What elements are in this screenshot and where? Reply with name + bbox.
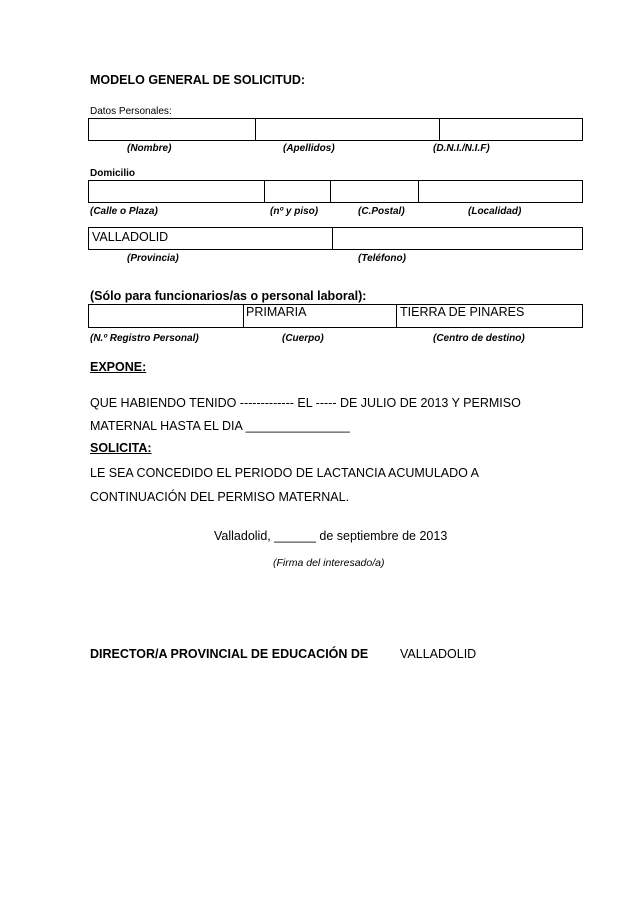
expone-heading: EXPONE: <box>90 360 147 374</box>
dni-label: (D.N.I./N.I.F) <box>433 143 490 154</box>
apellidos-label: (Apellidos) <box>283 143 335 154</box>
form-title: MODELO GENERAL DE SOLICITUD: <box>90 73 306 87</box>
solicita-line-1: LE SEA CONCEDIDO EL PERIODO DE LACTANCIA ACUMULADO A <box>90 466 479 480</box>
cuerpo-label: (Cuerpo) <box>282 333 324 344</box>
date-line: Valladolid, ______ de septiembre de 2013 <box>214 529 448 543</box>
dni-field[interactable] <box>440 118 583 141</box>
telefono-field[interactable] <box>333 227 583 250</box>
localidad-field[interactable] <box>419 180 583 203</box>
apellidos-field[interactable] <box>256 118 439 141</box>
registro-personal-label: (N.º Registro Personal) <box>90 333 199 344</box>
localidad-label: (Localidad) <box>468 206 522 217</box>
personal-data-heading-colon: : <box>168 106 172 117</box>
signature-caption: (Firma del interesado/a) <box>273 557 385 569</box>
expone-line-1: QUE HABIENDO TENIDO ------------- EL ----- DE JULIO DE 2013 Y PERMISO <box>90 396 521 410</box>
cuerpo-value: PRIMARIA <box>246 305 307 319</box>
funcionarios-heading: (Sólo para funcionarios/as o personal laboral): <box>90 289 367 303</box>
nombre-label: (Nombre) <box>127 143 172 154</box>
solicita-line-2: CONTINUACIÓN DEL PERMISO MATERNAL. <box>90 490 350 504</box>
solicita-heading: SOLICITA: <box>90 441 152 455</box>
provincia-value: VALLADOLID <box>92 230 169 244</box>
nombre-field[interactable] <box>88 118 255 141</box>
director-value: VALLADOLID <box>400 647 477 661</box>
telefono-label: (Teléfono) <box>358 253 406 264</box>
registro-personal-field[interactable] <box>88 304 243 328</box>
calle-field[interactable] <box>88 180 264 203</box>
personal-data-heading <box>90 106 172 117</box>
centro-destino-label: (Centro de destino) <box>433 333 525 344</box>
centro-destino-value: TIERRA DE PINARES <box>400 305 525 319</box>
director-label: DIRECTOR/A PROVINCIAL DE EDUCACIÓN DE <box>90 647 369 661</box>
numero-piso-field[interactable] <box>265 180 330 203</box>
expone-line-2: MATERNAL HASTA EL DIA _______________ <box>90 419 350 433</box>
domicilio-heading: Domicilio <box>90 168 136 179</box>
personal-data-heading-text: Datos Personales <box>90 106 169 117</box>
provincia-label: (Provincia) <box>127 253 179 264</box>
numero-piso-label: (nº y piso) <box>270 206 319 217</box>
codigo-postal-label: (C.Postal) <box>358 206 405 217</box>
codigo-postal-field[interactable] <box>331 180 418 203</box>
calle-label: (Calle o Plaza) <box>90 206 158 217</box>
